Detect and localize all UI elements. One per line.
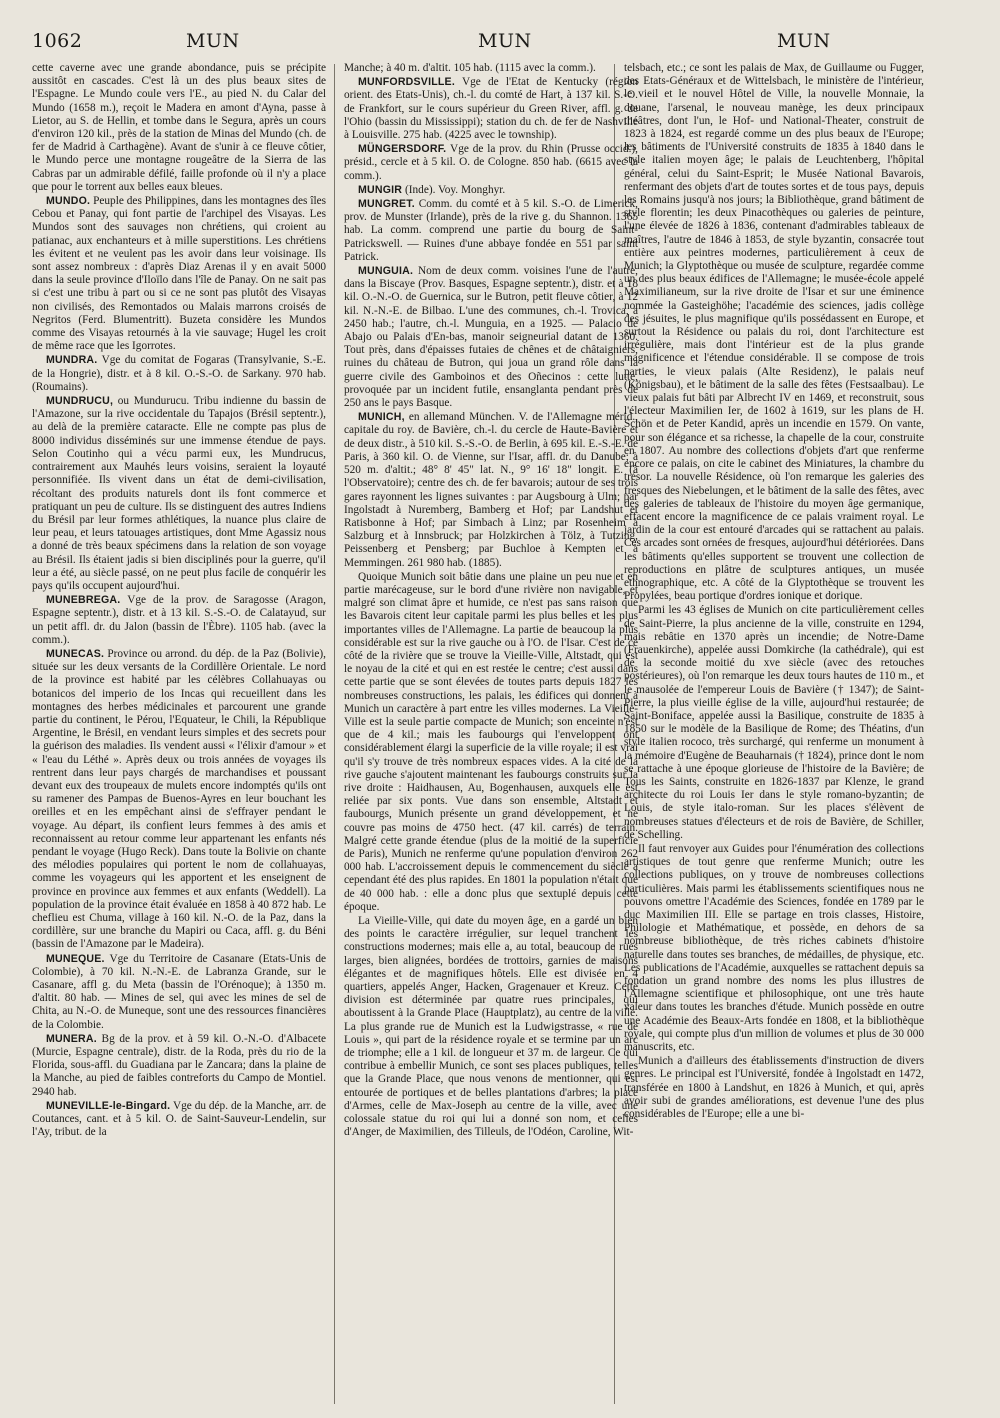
entry-paragraph: [344, 571, 638, 914]
entry-text: en allemand München. V. de l'Allemagne mérid., capitale du roy. de Bavière, ch.-l. du cercle de Haute-Bavière et de deux distr., à 510 kil. S.-S.-O. de Berlin, à 695 kil. E.-S.-E. de Paris, à 360 kil. O. de Vienne, sur l'Isar, affl. dr. du Danube; à 520 m. d'altit.; 48° 8' 45" lat. N., 9° 16' 18" longit. E. (à l'Observatoire); centre des ch. de fer bavarois; autour de ses trois gares rayonnent les lignes suivantes : par Augsbourg à Ulm; par Ingolstadt à Nuremberg, Bamberg et Hof; par Landshut et Ratisbonne à Hof; par Simbach à Linz; par Rosenheim à Salzburg et à Innsbruck; par Holzkirchen à Tölz, à Tutzing, Peissenberg et Pensberg; par Buchloe à Kempten et à Memmingen. 261 980 hab. (1885).: [344, 411, 638, 569]
entry-text: Peuple des Philippines, dans les montagnes des îles Cebou et Panay, qui font partie de l'archipel des Visayas. Les Mundos sont des sauvages non chrétiens, qui croient au patianac, aux enchanteurs et à mille superstitions. Les chrétiens les évitent et ne veulent pas les avoir dans leur voisinage. Ils sont assez nombreux : d'après Diaz Arenas il y en avait 5000 dans la seule province d'Iloïlo dans l'île de Panay. On ne sait pas si c'est une tribu à part ou si ce ne sont pas plutôt des Visayas non civilisés, des Remontados ou Malais marrons croisés de Negritos (Ferd. Blumentritt). Buzeta considère les Mundos comme des Visayas retournés à la vie sauvage; Hugel les croit de même race que les Igorrotes.: [32, 195, 326, 353]
dictionary-entry: [32, 1100, 326, 1140]
entry-text: Quoique Munich soit bâtie dans une plaine un peu nue et en partie marécageuse, sur le bord d'une rivière non navigable, et malgré son climat âpre et humide, ce n'est pas sans raison que les Bavarois citent leur capitale parmi les plus belles et les plus importantes villes de l'Allemagne. La partie de beaucoup la plus considérable est sur la rive gauche ou à l'O. de l'Isar. C'est de ce côté de la rivière que se trouve la Vieille-Ville, Altstadt, qui est le noyau de la cité et qui en est restée le centre; c'est aussi dans cette partie que se sont élevées de toutes parts depuis 1827 les nombreuses constructions, les palais, les édifices qui donnent à Munich un caractère à part entre les villes modernes. La Vieille-Ville est la seule partie compacte de Munich; son enceinte n'est que de 4 kil.; mais les faubourgs qui l'enveloppent ont considérablement élargi la superficie de la ville royale; il est vrai qu'il s'y trouve de très nombreux espaces vides. A la cité de la rive gauche s'ajoutent maintenant les faubourgs construits sur la rive droite : Haidhausen, Au, Bogenhausen, auxquels elle est reliée par six ponts. Vue dans son ensemble, Altstadt et faubourgs, Munich présente un grand développement, et ne couvre pas moins de 4750 hect. (47 kil. carrés) de terrain. Malgré cette grande étendue (plus de la moitié de la superficie de Paris), Munich ne renferme qu'une population d'environ 262 000 hab. L'accroissement depuis le commencement du siècle a cependant été des plus rapides. En 1801 la population n'était que de 40 000 hab. : elle a donc plus que sextuplé depuis cette époque.: [344, 570, 638, 913]
entry-paragraph: [624, 62, 924, 603]
entry-text: Bg de la prov. et à 59 kil. O.-N.-O. d'Albacete (Murcie, Espagne centrale), distr. de la Roda, près du rio de la Florida, sous-affl. du Guadiana par le Zancara; dans la plaine de la Manche, au pied de faibles contreforts du Campo de Montiel. 2940 hab.: [32, 1032, 326, 1098]
entry-paragraph: [344, 62, 638, 75]
dictionary-entry: [32, 195, 326, 353]
text-column-1: [32, 62, 326, 1402]
entry-headword: MUNGIR: [358, 183, 403, 196]
entry-text: Comm. du comté et à 5 kil. S.-O. de Limerick, prov. de Munster (Irlande), près de la rive g. du Shannon. 1365 hab. La comm. comprend une partie du bourg de Saint-Patrickswell. — Ruines d'une abbaye fondée en 551 par saint Patrick.: [344, 198, 638, 263]
entry-text: (Inde). Voy. Monghyr.: [405, 183, 506, 196]
dictionary-entry: [32, 594, 326, 647]
running-head-left: MUN: [186, 30, 240, 52]
entry-text: Vge du dép. de la Manche, arr. de Coutances, cant. et à 5 kil. O. de Saint-Sauveur-Lendelin, sur l'Ay, tribut. de la: [32, 1099, 326, 1139]
dictionary-entry: [344, 143, 638, 183]
entry-text: Vge du Territoire de Casanare (Etats-Unis de Colombie), à 70 kil. N.-N.-E. de Labranza Grande, sur le Casanare, affl g. du Meta (bassin de l'Orénoque); à 1350 m. d'altit. 80 hab. — Mines de sel, qui avec les mines de sel de Chita, au N.-O. de Muneque, sont une des ressources financières de la Colombie.: [32, 952, 326, 1031]
entry-text: Nom de deux comm. voisines l'une de l'autre, dans la Biscaye (Prov. Basques, Espagne septentr.), distr. et à 18 kil. O.-N.-O. de Guernica, sur le Butron, petit fleuve côtier, à 12 kil. N.-N.-E. de Bilbao. L'une des communes, ch.-l. Trovica, a 2450 hab.; l'autre, ch.-l. Munguia, en a 1925. — Palacio de Abajo ou Palais d'En-bas, manoir seigneurial datant de 1360. Tout près, dans d'épaisses futaies de chênes et de châtaigniers, ruines du château de Butron, qui joua un grand rôle dans la guerre civile des Gamboinos et des Oñecinos : cette lutte, provoquée par un incident futile, ensanglanta pendant près de 250 ans le pays Basque.: [344, 265, 638, 410]
entry-text: Il faut renvoyer aux Guides pour l'énumération des collections artistiques de tout genre que renferme Munich; outre les collections publiques, on y trouve de nombreuses collections particulières. Mais parmi les établissements scientifiques nous ne pouvons omettre l'Académie des Sciences, fondée en 1789 par le duc Maximilien III. Elle se partage en trois classes, Histoire, Philologie et Mathématique, et possède, en dehors de sa nombreuse bibliothèque, de très riches cabinets d'histoire naturelle dans toutes ses branches, de médailles, de physique, etc. Les publications de l'Académie, auxquelles se rattachent depuis sa fondation un grand nombre des noms les plus illustres de l'Allemagne scientifique et philosophique, ont une très haute valeur dans toutes les branches d'étude. Munich possède en outre une Académie des Beaux-Arts fondée en 1808, et la bibliothèque royale, qui compte plus d'un million de volumes et plus de 30 000 manuscrits, etc.: [624, 842, 924, 1054]
dictionary-entry: [32, 395, 326, 593]
entry-paragraph: [32, 62, 326, 194]
entry-headword: MUNDO.: [46, 195, 91, 208]
entry-headword: MUNDRUCU,: [46, 395, 114, 408]
text-column-2: [344, 62, 638, 1402]
dictionary-entry: [344, 265, 638, 410]
entry-headword: MUNGUIA.: [358, 265, 414, 278]
entry-headword: MUNECAS.: [46, 647, 105, 660]
entry-headword: MUNICH,: [358, 411, 405, 424]
entry-text: Parmi les 43 églises de Munich on cite particulièrement celles de Saint-Pierre, la plus ancienne de la ville, construite en 1294, mais rebâtie en 1370 après un incendie; de Notre-Dame (Frauenkirche), appelée aussi Domkirche (la cathédrale), qui est de la seconde moitié du xve siècle (avec des retouches postérieures), où l'on remarque les deux tours hautes de 110 m., et le mausolée de l'empereur Louis de Bavière († 1347); de Saint-Pierre, la plus vieille église de la ville, aujourd'hui restaurée; de Saint-Boniface, appelée aussi la Basilique, construite de 1835 à 1850 sur le modèle de la Basilique de Rome; des Théatins, d'un style italien rococo, très surchargé, qui renferme un monument à la mémoire d'Eugène de Beauharnais († 1824), prince dont le nom se rattache à une époque glorieuse de l'histoire de la Bavière; de Tous les Saints, construite en 1826-1837 par Klenze, le grand architecte du roi Louis Ier dans le style romano-byzantin; de Louis, de style italo-roman. Sur les places s'élèvent de nombreuses statues d'électeurs et de rois de Bavière, de Schiller, de Schelling.: [624, 604, 924, 841]
entry-text: Vge du comitat de Fogaras (Transylvanie, S.-E. de la Hongrie), distr. et à 8 kil. O.-S.-O. de Sarkany. 970 hab. (Roumains).: [32, 354, 326, 393]
entry-text: Province ou arrond. du dép. de la Paz (Bolivie), située sur les deux versants de la Cordillère Orientale. Le nord de la province est habité par les célèbres Collahuayas ou botanicos del imperio de los Incas qui recueillent dans les montagnes des herbes médicinales et parcourent une grande partie du continent, le Pérou, l'Equateur, le Chili, la République Argentine, le Brésil, en vendant leurs simples et des secrets pour la guérison des maladies. Ils vendent aussi « l'élixir d'amour » et « l'eau du Léthé ». Après deux ou trois années de voyages ils rentrent dans leur pays chargés de marchandises et poussant devant eux des troupeaux de mulets encore indomptés qu'ils ont su ramener des Pampas de Buenos-Ayres en leur bouchant les oreilles et en les empêchant ainsi de s'effrayer pendant le voyage. Au départ, ils confient leurs femmes à des amis et reconnaissent au retour comme leur appartenant les enfants nés pendant le voyage (Hugo Reck). Dans toute la Bolivie on chante des mélodies populaires qui portent le nom de collahuayas, comme les voyageurs qui les apportent et les enseignent de province en province aux femmes et aux enfants (Weddell). La population de la province était évaluée en 1858 à 40 872 hab. Le cheflieu est Chuma, village à 160 kil. N.-O. de la Paz, dans la cordillère, sur une branche du Mapiri ou Caca, affl. g. du Béni (bassin de l'Amazone par le Madeira).: [32, 647, 326, 951]
entry-paragraph: [624, 843, 924, 1054]
dictionary-entry: [32, 953, 326, 1032]
dictionary-entry: [32, 354, 326, 394]
page-number: 1062: [32, 30, 83, 52]
entry-paragraph: [344, 915, 638, 1139]
entry-text: telsbach, etc.; ce sont les palais de Max, de Guillaume ou Fugger, des Etats-Généraux et de Wittelsbach, le ministère de l'intérieur, le vieil et le nouvel Hôtel de Ville, la nouvelle Monnaie, la douane, l'arsenal, le nouveau manège, les deux principaux théâtres, dont l'un, le Hof- und National-Theater, construit de 1823 à 1824, est regardé comme un des plus beaux de l'Europe; les bâtiments de l'Université construits de 1835 à 1840 dans le style italien moyen âge; le palais de Leuchtenberg, l'hôpital général, celui du Saint-Esprit; le Musée National Bavarois, renfermant des objets d'art de toutes sortes et de tous pays, depuis les Romains jusqu'à nos jours; la Bibliothèque, grand bâtiment de style florentin; les deux Pinacothèques ou galeries de peinture, l'une élevée de 1826 à 1836, contenant d'admirables tableaux de maîtres, l'autre de 1846 à 1853, de style byzantin, consacrée tout entière aux peintres modernes, particulièrement à ceux de Munich; la Glyptothèque ou musée de sculpture, regardée comme un des plus beaux édifices de l'Allemagne; le musée-école appelé Maximilianeum, sur la rive droite de l'Isar et sur une éminence nommée la Gasteighöhe; l'académie des sciences, jadis collège des jésuites, le plus magnifique qu'ils possédassent en Europe, et surtout la Résidence ou palais du roi, dont l'architecture est irrégulière, mais dont l'intérieur est de la plus grande magnificence et l'étendue considérable. Il se compose de trois parties, le vieux palais (Alte Residenz), le palais neuf (Königsbau), et le bâtiment de la salle des fêtes (Festsaalbau). Le vieux palais fut bâti par Albrecht IV en 1469, et reconstruit, sous l'électeur Maximilien Ier, de 1602 à 1619, sur les plans de H. Schön et de Peter Kandid, après un incendie en 1579. On vante, pour son élégance et sa richesse, la chapelle de la cour, construite en 1807. Au nombre des collections d'objets d'art que renferme encore ce palais, on cite le cabinet des Miniatures, la chambre du trésor. La nouvelle Résidence, où l'on remarque les galeries des fresques des Niebelungen, et le bâtiment de la salle des fêtes, avec des galeries de tableaux de l'histoire du moyen âge germanique, effacent encore la magnificence de ce palais vraiment royal. Le jardin de la cour est entouré d'arcades qui se rattachent au palais. Ces arcades sont ornées de fresques, aujourd'hui détériorées. Dans les bâtiments qu'elles supportent se trouvent une collection de reproductions en plâtre de sculptures antiques, un musée ethnographique, etc. A côté de la Glyptothèque se trouvent les Propylées, beau portique d'ordres ionique et dorique.: [624, 62, 924, 603]
entry-text: Vge de la prov. du Rhin (Prusse occid.), présid., cercle et à 5 kil. O. de Cologne. 850 hab. (6615 avec la comm.).: [344, 143, 638, 182]
entry-headword: MUNGRET.: [358, 198, 415, 211]
entry-headword: MÜNGERSDORF.: [358, 143, 447, 156]
entry-headword: MUNEBREGA.: [46, 594, 121, 607]
entry-paragraph: [624, 604, 924, 842]
entry-headword: MUNEVILLE-le-Bingard.: [46, 1099, 171, 1112]
entry-headword: MUNFORDSVILLE.: [358, 76, 455, 89]
text-column-3: [624, 62, 924, 1402]
running-head-right: MUN: [777, 30, 831, 52]
entry-text: La Vieille-Ville, qui date du moyen âge, en a gardé un bien des points le caractère irrégulier, sur lequel tranchent les constructions modernes; mais elle a, au total, beaucoup de rues larges, bien alignées, bordées de trottoirs, garnies de maisons élégantes et de magnifiques hôtels. Elle est divisée en 4 quartiers, appelés Anger, Hacken, Gragenauer et Kreuz. Cette division est déterminée par quatre rues principales, qui aboutissent à la Grande Place (Hauptplatz), au centre de la ville. La plus grande rue de Munich est la Ludwigstrasse, « rue de Louis », qui part de la résidence royale et se termine par un arc de triomphe; elle a 1 kil. de longueur et 37 m. de largeur. Ce qui contribue à embellir Munich, ce sont ses places publiques, telles que la Grande Place, que nous venons de mentionner, qui est entourée de portiques et de belles plantations d'arbres; la place d'Armes, celle de Max-Joseph au centre de la ville, avec une colossale statue du roi qui lui a donné son nom, et celles d'Anger, de Maximilien, des Tilleuls, de l'Odéon, Caroline, Wit-: [344, 915, 638, 1139]
running-head-center: MUN: [478, 30, 532, 52]
dictionary-entry: [344, 411, 638, 569]
entry-text: Vge de l'Etat de Kentucky (région orient. des Etats-Unis), ch.-l. du comté de Hart, à 137 kil. S.-O. de Frankfort, sur le cours supérieur du Green River, affl. g. de l'Ohio (bassin du Mississippi); station du ch. de fer de Nashville à Louisville. 275 hab. (4225 avec le township).: [344, 76, 638, 142]
dictionary-entry: [32, 648, 326, 952]
column-rule-left: [334, 64, 335, 1404]
entry-text: Munich a d'ailleurs des établissements d'instruction de divers genres. Le principal est l'Université, fondée à Ingolstadt en 1472, transférée en 1800 à Landshut, en 1826 à Munich, et qui, après avoir subi de grandes améliorations, est devenue l'une des plus considérables de l'Europe; elle a une bi-: [624, 1055, 924, 1121]
dictionary-entry: [344, 184, 638, 197]
entry-headword: MUNDRA.: [46, 354, 98, 367]
entry-text: cette caverne avec une grande abondance, puis se précipite aussitôt en cascades. C'est là un des plus beaux sites de l'Espagne. Le Mundo coule vers l'E., au pied N. du Calar del Mundo (1658 m.), reçoit le Madera en amont d'Ayna, passe à Lietor, au S. de Hellin, et tombe dans le Segura, après un cours d'environ 120 kil., près de la station de Minas del Mundo (ch. de fer de Madrid à Carthagène). Avant de s'unir à ce fleuve côtier, le Mundo perce une montagne rougeâtre de la Sierra de las Cabras par un admirable défilé, faille profonde où il n'y a place que pour le torrent aux belles eaux bleues.: [32, 62, 326, 193]
entry-text: ou Mundurucu. Tribu indienne du bassin de l'Amazone, sur la rive occidentale du Tapajos (Brésil septentr.), au delà de la première cataracte. Elle ne compte pas plus de 8000 individus disséminés sur une immense étendue de pays. Selon Coutinho qui a vécu parmi eux, les Mundrucus, contrairement aux Mauhés leurs voisins, seraient la loyauté personnifiée. Ils vivent dans un état de demi-civilisation, récoltant des produits naturels dont ils font commerce et pratiquant un peu de culture. Ils se distinguent des autres Indiens du Brésil par leur formes athlétiques, la nuance plus claire de leur peau, et leurs tatouages artistiques, dont Mme Agassiz nous a donné de très beaux spécimens dans la relation de son voyage au Brésil. Ils étaient jadis si bien disciplinés pour la guerre, qu'il leur a été, au siècle passé, on ne peut plus facile de conquérir les pays qu'ils occupent aujourd'hui.: [32, 395, 326, 592]
dictionary-entry: [32, 1033, 326, 1099]
entry-paragraph: [624, 1055, 924, 1121]
entry-text: Manche; à 40 m. d'altit. 105 hab. (1115 avec la comm.).: [344, 62, 596, 74]
dictionary-entry: [344, 198, 638, 264]
entry-text: Vge de la prov. de Saragosse (Aragon, Espagne septentr.), distr. et à 13 kil. S.-S.-O. de Calatayud, sur un petit affl. dr. du Jalon (bassin de l'Èbre). 1105 hab. (avec la comm.).: [32, 594, 326, 646]
entry-headword: MUNERA.: [46, 1032, 97, 1045]
entry-headword: MUNEQUE.: [46, 952, 105, 965]
dictionary-entry: [344, 76, 638, 142]
